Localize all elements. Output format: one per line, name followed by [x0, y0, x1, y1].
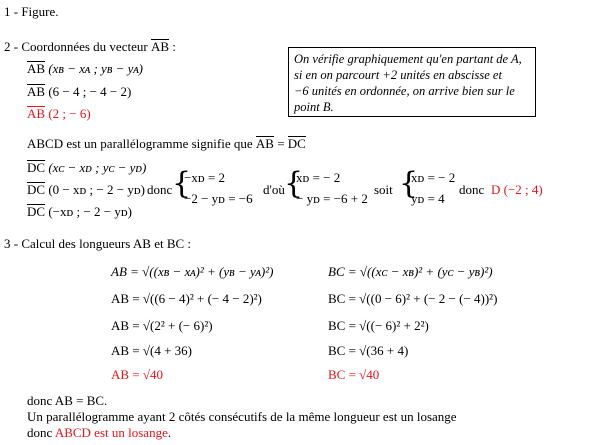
system-3-line-2: yᴅ = 4 — [411, 191, 445, 206]
ab-length-line-1: AB = √((xʙ − xᴀ)² + (yʙ − yᴀ)²) — [111, 264, 274, 279]
formula-text: (0 − xᴅ ; − 2 − yᴅ) — [48, 182, 145, 197]
ab-length-result: AB = √40 — [111, 367, 164, 382]
soit-label: soit — [374, 182, 393, 197]
dc-coord-formula — [27, 160, 146, 176]
vector-ab: AB — [150, 39, 169, 54]
system-1-line-2: −2 − yᴅ = −6 — [184, 191, 253, 206]
heading-suffix: : — [169, 39, 176, 54]
bc-length-result: BC = √40 — [328, 367, 380, 382]
equals-sign: = — [273, 136, 288, 151]
vector-ab: AB — [255, 136, 274, 151]
note-line: −6 unités en ordonnée, on arrive bien sur le — [294, 84, 515, 98]
conclusion-line-1: donc AB = BC. — [27, 393, 108, 408]
vector-dc: DC — [287, 136, 306, 151]
heading-prefix: 2 - Coordonnées du vecteur — [4, 39, 151, 54]
formula-text: (2 ; − 6) — [48, 106, 91, 121]
parallelogram-statement — [27, 136, 306, 152]
formula-text: (xᴄ − xᴅ ; yᴄ − yᴅ) — [48, 160, 147, 175]
system-2-line-1: xᴅ = − 2 — [296, 170, 341, 185]
section-1-heading: 1 - Figure. — [4, 4, 59, 19]
ab-coord-formula — [27, 61, 143, 77]
bc-length-line-1: BC = √((xᴄ − xʙ)² + (yᴄ − yʙ)²) — [328, 264, 493, 279]
bc-length-line-4: BC = √(36 + 4) — [328, 343, 409, 358]
bc-length-line-3: BC = √((− 6)² + 2²) — [328, 318, 429, 333]
section-2-heading — [4, 39, 176, 55]
left-brace-icon: { — [284, 166, 304, 201]
note-line: point B. — [294, 100, 334, 114]
ab-length-line-2: AB = √((6 − 4)² + (− 4 − 2)²) — [111, 291, 262, 306]
conclusion-line-3 — [27, 425, 171, 441]
ab-length-line-3: AB = √(2² + (− 6)²) — [111, 318, 213, 333]
conclusion-highlight: ABCD est un losange — [54, 425, 168, 440]
donc-label: donc — [459, 182, 485, 197]
vector-ab: AB — [27, 106, 46, 121]
section-3-heading: 3 - Calcul des longueurs AB et BC : — [4, 236, 192, 251]
left-brace-icon: { — [399, 166, 419, 201]
graphical-check-note — [288, 47, 536, 117]
vector-dc: DC — [27, 160, 46, 175]
vector-dc: DC — [27, 182, 46, 197]
formula-text: (xʙ − xᴀ ; yʙ − yᴀ) — [48, 61, 143, 76]
statement-text: ABCD est un parallélogramme signifie que — [27, 136, 256, 151]
donc-label: donc — [147, 182, 173, 197]
system-1-line-1: −xᴅ = 2 — [184, 170, 225, 185]
ab-coord-values — [27, 84, 131, 100]
formula-text: (−xᴅ ; − 2 − yᴅ) — [48, 204, 132, 219]
conclusion-line-2: Un parallélogramme ayant 2 côtés consécutifs de la même longueur est un losange — [27, 409, 457, 424]
bc-length-line-2: BC = √((0 − 6)² + (− 2 − (− 4))²) — [328, 291, 498, 306]
point-d-result: D (−2 ; 4) — [491, 182, 543, 197]
system-3-line-1: xᴅ = − 2 — [411, 170, 456, 185]
dc-coord-values — [27, 182, 145, 198]
dou-label: d'où — [263, 182, 285, 197]
formula-text: (6 − 4 ; − 4 − 2) — [48, 84, 132, 99]
note-line: si en on parcourt +2 unités en abscisse et — [294, 68, 502, 82]
vector-ab: AB — [27, 61, 46, 76]
note-line: On vérifie graphiquement qu'en partant de A, — [294, 52, 522, 66]
vector-dc: DC — [27, 204, 46, 219]
left-brace-icon: { — [172, 166, 192, 201]
ab-length-line-4: AB = √(4 + 36) — [111, 343, 193, 358]
conclusion-prefix: donc — [27, 425, 55, 440]
dc-coord-result — [27, 204, 132, 220]
vector-ab: AB — [27, 84, 46, 99]
conclusion-suffix: . — [167, 425, 172, 440]
ab-coord-result — [27, 106, 91, 122]
system-2-line-2: − yᴅ = −6 + 2 — [296, 191, 368, 206]
